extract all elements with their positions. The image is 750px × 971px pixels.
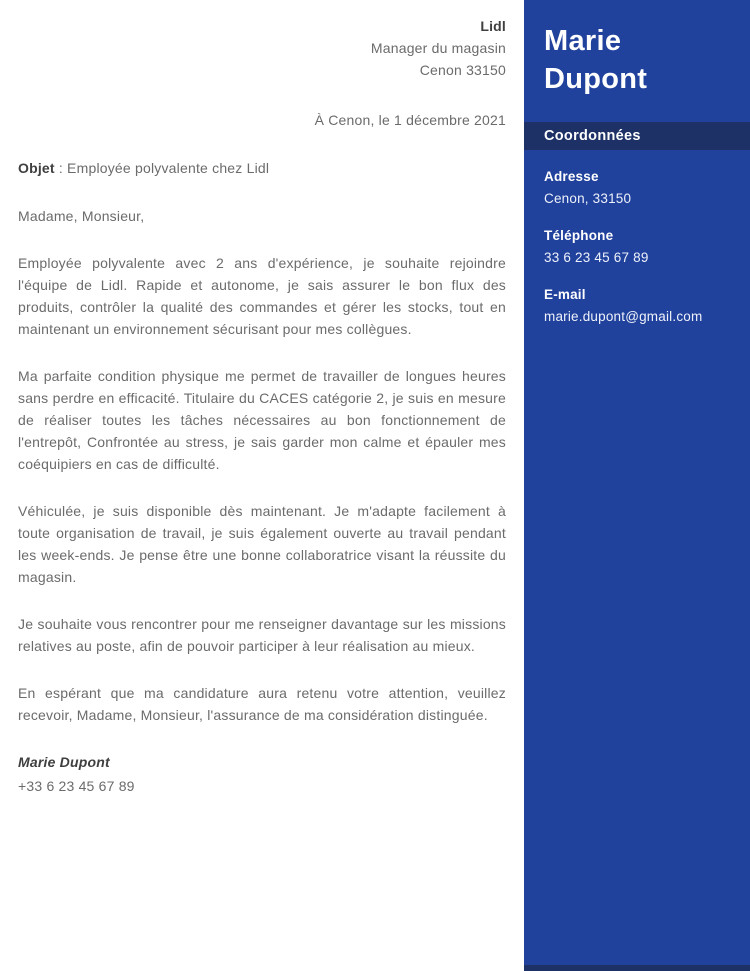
phone-value: 33 6 23 45 67 89 bbox=[544, 250, 649, 265]
contact-item-phone bbox=[544, 225, 730, 269]
contact-sidebar bbox=[524, 0, 750, 971]
paragraph-4: Je souhaite vous rencontrer pour me renseigner davantage sur les missions relatives au poste, afin de pouvoir participer à leur réalisation au mieux. bbox=[18, 616, 506, 654]
sidebar-bottom-accent bbox=[524, 965, 750, 971]
applicant-first-name: Marie bbox=[544, 25, 622, 57]
dateline: À Cenon, le 1 décembre 2021 bbox=[314, 112, 506, 128]
contact-item-email bbox=[544, 284, 730, 328]
address-label: Adresse bbox=[544, 169, 599, 184]
contact-list bbox=[524, 150, 750, 328]
paragraph-3: Véhiculée, je suis disponible dès maintenant. Je m'adapte facilement à toute organisation de travail, je suis également ouverte au travail pendant les week-ends. Je pense être une bonne collaboratrice visant la réussite du magasin. bbox=[18, 503, 506, 585]
recipient-role: Manager du magasin bbox=[370, 40, 506, 56]
subject-line bbox=[18, 157, 506, 179]
paragraph-2: Ma parfaite condition physique me permet de travailler de longues heures sans perdre en efficacité. Titulaire du CACES catégorie 2, je suis en mesure de réaliser toutes les tâches nécessaires au bon fonctionnement de l'entrepôt, Confrontée au stress, je sais garder mon calme et épauler mes coéquipiers en cas de difficulté. bbox=[18, 368, 506, 472]
address-value: Cenon, 33150 bbox=[544, 191, 632, 206]
email-value: marie.dupont@gmail.com bbox=[544, 309, 703, 324]
contact-item-address bbox=[544, 166, 730, 210]
subject-label: Objet bbox=[18, 160, 55, 176]
coordinates-section-header: Coordonnées bbox=[524, 122, 750, 150]
signature-name: Marie Dupont bbox=[18, 754, 110, 770]
paragraph-5: En espérant que ma candidature aura retenu votre attention, veuillez recevoir, Madame, Monsieur, l'assurance de ma considération distinguée. bbox=[18, 685, 506, 723]
subject-text: : Employée polyvalente chez Lidl bbox=[58, 160, 270, 176]
applicant-name bbox=[524, 0, 750, 98]
salutation: Madame, Monsieur, bbox=[18, 208, 145, 224]
applicant-last-name: Dupont bbox=[544, 63, 648, 95]
paragraph-1: Employée polyvalente avec 2 ans d'expérience, je souhaite rejoindre l'équipe de Lidl. Rapide et autonome, je sais assurer le bon flux des produits, contrôler la qualité des commandes et gérer les stocks, tout en maintenant un environnement sécurisant pour mes collègues. bbox=[18, 255, 506, 337]
recipient-company: Lidl bbox=[480, 18, 506, 34]
email-label: E-mail bbox=[544, 287, 586, 302]
recipient-city: Cenon 33150 bbox=[419, 62, 506, 78]
recipient-block bbox=[18, 15, 506, 81]
phone-label: Téléphone bbox=[544, 228, 614, 243]
signature-phone: +33 6 23 45 67 89 bbox=[18, 778, 135, 794]
